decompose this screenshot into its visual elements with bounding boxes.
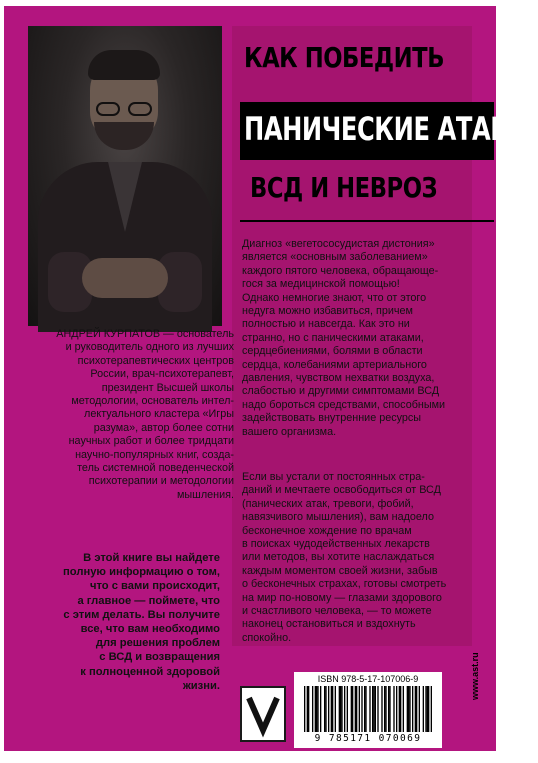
v-shield-logo-icon — [240, 686, 286, 742]
author-beard — [94, 122, 154, 150]
author-photo — [28, 26, 222, 326]
author-hands — [82, 258, 168, 298]
book-promo-text: В этой книге вы найдете полную информацию о том, что с вами происходит, а главное — поймете, что с этим делать. Вы получите все, что вам необходимо для решения проблем с ВСД и возвращения к полноценной здоровой жизни. — [63, 552, 220, 692]
title-line-2: ПАНИЧЕСКИЕ АТАКИ, — [244, 110, 538, 148]
publisher-website: www.ast.ru — [470, 652, 480, 700]
barcode-digits: 9 785171 070069 — [314, 733, 422, 744]
isbn-label: ISBN 978-5-17-107006-9 — [317, 674, 419, 684]
author-glasses — [94, 102, 154, 116]
title-underline — [240, 220, 494, 222]
author-bio: АНДРЕЙ КУРПАТОВ — основатель и руководитель одного из лучших психотерапевтических центров России, врач-психотерапевт, президент Высшей школы методологии, основатель интел- лектуального кластера «Игры разума», автор более сотни научных работ и более тридцати научно-популярных книг, созда- тель системной поведенческой психотерапии и методологии мышления. — [56, 328, 234, 501]
author-hair — [88, 50, 160, 80]
barcode-icon — [304, 686, 432, 732]
book-back-cover — [4, 6, 538, 751]
title-line-3: ВСД И НЕВРОЗ — [250, 171, 438, 204]
description-paragraph-1: Диагноз «вегетососудистая дистония» является «основным заболеванием» каждого пятого человека, обращающе- гося за медицинской помощью! Однако немногие знают, что от этого недуга можно избавиться, причем полностью и навсегда. Как это ни странно, но с паническими атаками, сердцебиениями, болями в области сердца, колебаниями артериального давления, чувством нехватки воздуха, слабостью и другими симптомами ВСД надо бороться средствами, способными задействовать внутренние ресурсы вашего организма. — [242, 238, 446, 438]
isbn-barcode-block — [294, 672, 442, 748]
title-line-1: КАК ПОБЕДИТЬ — [244, 41, 445, 74]
description-paragraph-2: Если вы устали от постоянных стра- даний и мечтаете освободиться от ВСД (панических атак, тревоги, фобий, навязчивого мышления), вам надоело бесконечное хождение по врачам в поисках чудодейственных лекарств или методов, вы хотите наслаждаться каждым моментом своей жизни, забыв о бесконечных страхах, готовы смотреть на мир по-новому — глазами здорового и счастливого человека, — то можете наконец остановиться и вздохнуть спокойно. — [242, 471, 447, 644]
